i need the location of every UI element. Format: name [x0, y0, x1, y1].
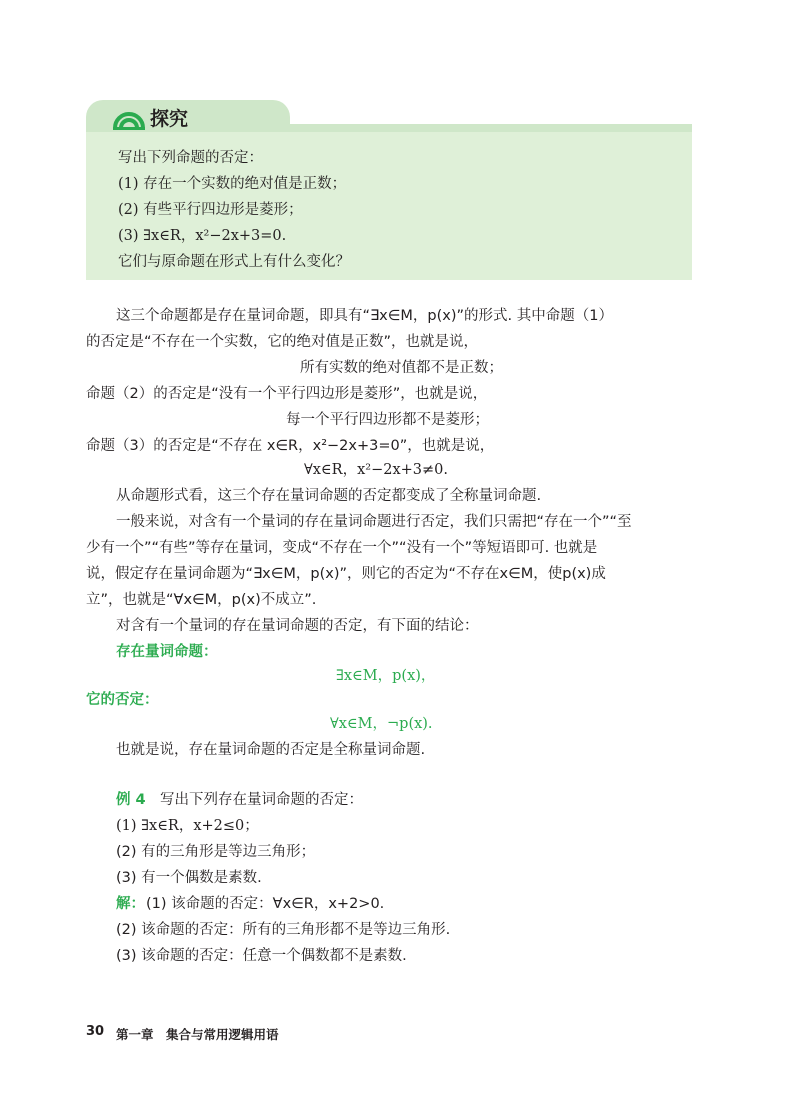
paragraph-5-line-2: 少有一个”“有些”等存在量词，变成“不存在一个”“没有一个”等短语即可. 也就是 — [86, 540, 598, 556]
paragraph-5-line-1: 一般来说，对含有一个量词的存在量词命题进行否定，我们只需把“存在一个”“至 — [116, 514, 632, 530]
existential-formula: ∃x∈M，p(x)， — [336, 668, 436, 684]
example-item-2: (2) 有的三角形是等边三角形； — [116, 844, 316, 860]
paragraph-1-line-2: 的否定是“不存在一个实数，它的绝对值是正数”，也就是说， — [86, 334, 479, 350]
chapter-title: 第一章 集合与常用逻辑用语 — [116, 1027, 279, 1042]
explore-line-3: (2) 有些平行四边形是菱形； — [118, 202, 303, 218]
paragraph-6: 对含有一个量词的存在量词命题的否定，有下面的结论： — [116, 618, 479, 634]
explore-line-4: (3) ∃x∈R，x²−2x+3=0. — [118, 228, 287, 244]
solution-label: 解： — [116, 896, 145, 912]
paragraph-1-center: 所有实数的绝对值都不是正数； — [300, 360, 503, 376]
paragraph-1-line-1: 这三个命题都是存在量词命题，即具有“∃x∈M，p(x)”的形式. 其中命题（1） — [116, 308, 613, 324]
explore-line-2: (1) 存在一个实数的绝对值是正数； — [118, 176, 347, 192]
paragraph-2-center: 每一个平行四边形都不是菱形； — [286, 412, 489, 428]
example-prompt: 写出下列存在量词命题的否定： — [160, 792, 363, 808]
example-item-3: (3) 有一个偶数是素数. — [116, 870, 262, 886]
paragraph-5-line-3: 说，假定存在量词命题为“∃x∈M，p(x)”，则它的否定为“不存在x∈M，使p(x)成 — [86, 566, 606, 582]
example-item-1: (1) ∃x∈R，x+2≤0； — [116, 818, 259, 834]
solution-2: (2) 该命题的否定：所有的三角形都不是等边三角形. — [116, 922, 451, 938]
explore-rings-icon — [112, 106, 146, 132]
example-label: 例 4 — [116, 792, 146, 808]
paragraph-7: 也就是说，存在量词命题的否定是全称量词命题. — [116, 742, 426, 758]
solution-1: (1) 该命题的否定：∀x∈R，x+2>0. — [146, 896, 385, 912]
explore-line-1: 写出下列命题的否定： — [118, 150, 263, 166]
negation-label: 它的否定： — [86, 692, 159, 708]
solution-3: (3) 该命题的否定：任意一个偶数都不是素数. — [116, 948, 407, 964]
explore-line-5: 它们与原命题在形式上有什么变化？ — [118, 254, 350, 270]
explore-title: 探究 — [150, 108, 189, 130]
page-number: 30 — [86, 1024, 105, 1039]
paragraph-3-formula: ∀x∈R，x²−2x+3≠0. — [304, 462, 448, 478]
paragraph-4: 从命题形式看，这三个存在量词命题的否定都变成了全称量词命题. — [116, 488, 542, 504]
paragraph-3-line-1: 命题（3）的否定是“不存在 x∈R，x²−2x+3=0”，也就是说， — [86, 438, 495, 454]
paragraph-5-line-4: 立”，也就是“∀x∈M，p(x)不成立”. — [86, 592, 317, 608]
existential-label: 存在量词命题： — [116, 644, 218, 660]
paragraph-2-line-1: 命题（2）的否定是“没有一个平行四边形是菱形”，也就是说， — [86, 386, 488, 402]
negation-formula: ∀x∈M，¬p(x). — [330, 716, 433, 732]
